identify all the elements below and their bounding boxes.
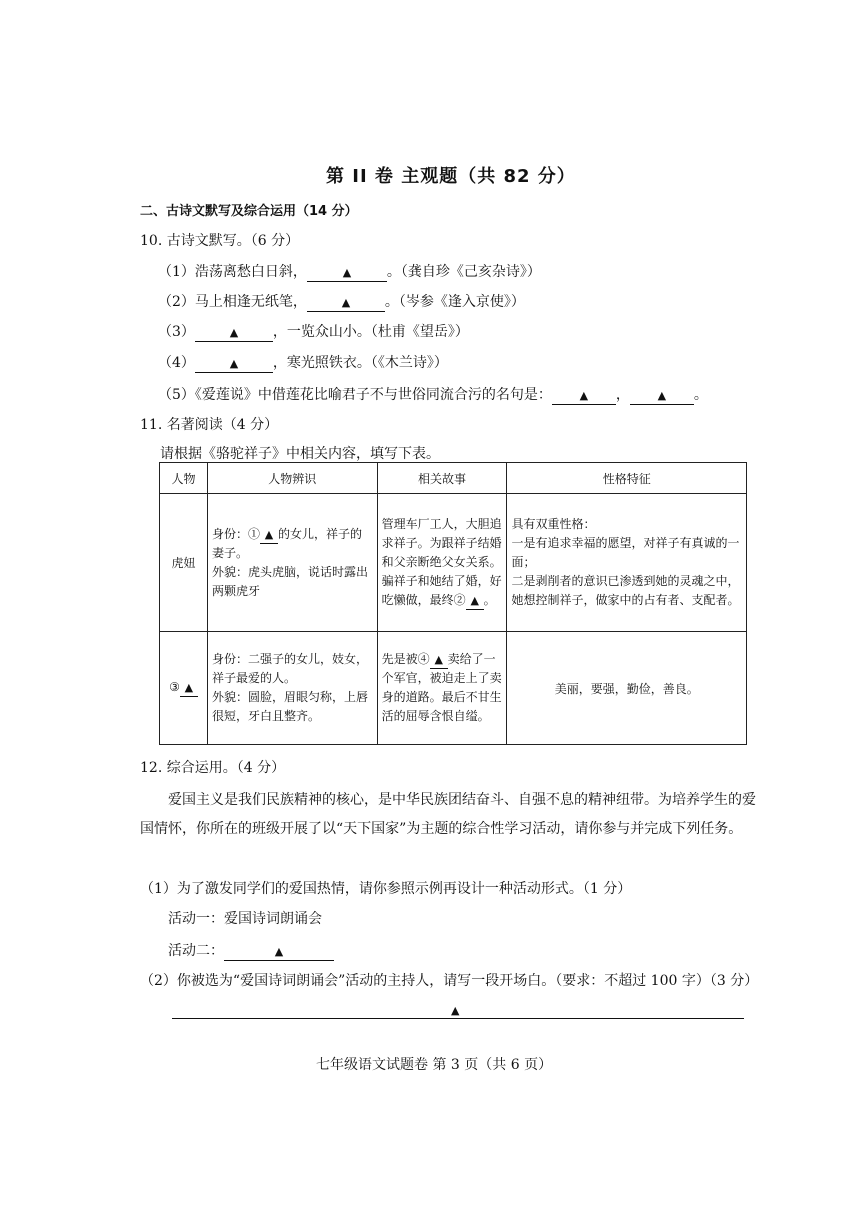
related-story [377, 632, 507, 745]
table-header-row [160, 463, 747, 494]
story-text [382, 515, 503, 610]
q10-item-3-post: ，一览众山小。（杜甫《望岳》） [272, 324, 469, 340]
appearance-text: 外貌：圆脸，眉眼匀称，上唇很短，牙白且整齐。 [211, 690, 368, 723]
q10-item-5 [158, 384, 708, 405]
character-traits: 美丽，要强，勤俭，善良。 [507, 632, 747, 745]
identity-text [212, 525, 373, 563]
character-traits [507, 494, 747, 632]
answer-blank[interactable] [224, 943, 334, 961]
answer-blank[interactable] [180, 679, 198, 697]
identity-post: 的女儿，祥子的妻子。 [211, 526, 362, 560]
table-header: 人物辨识 [207, 463, 377, 494]
q10-stem: 10. 古诗文默写。（6 分） [140, 233, 300, 249]
reading-table [159, 462, 747, 745]
q10-item-5-mid: ， [615, 387, 630, 403]
q10-item-1-post: 。（龚自珍《己亥杂诗》） [386, 264, 541, 280]
q12-sub2: （2）你被选为“爱国诗词朗诵会”活动的主持人，请写一段开场白。（要求：不超过 100 字）（3 分） [140, 973, 759, 989]
identity-pre: 身份：① [211, 526, 260, 541]
activity-two-label: 活动二： [168, 943, 224, 959]
q10-item-4 [158, 352, 448, 373]
answer-blank[interactable] [195, 355, 273, 373]
q10-item-4-post: ，寒光照铁衣。（《木兰诗》） [272, 355, 448, 371]
character-name: 虎妞 [160, 494, 208, 632]
q10-item-1 [158, 261, 541, 282]
page-title: 第 II 卷 主观题（共 82 分） [326, 166, 576, 187]
answer-marker: ▲ [264, 527, 274, 541]
character-name-number: ③ [169, 680, 180, 694]
answer-marker: ▲ [451, 1004, 460, 1017]
q10-item-5-post: 。 [693, 387, 708, 403]
answer-marker: ▲ [470, 594, 479, 607]
answer-marker: ▲ [229, 326, 239, 339]
answer-blank[interactable] [466, 592, 484, 610]
q10-item-2 [158, 291, 525, 312]
answer-marker: ▲ [434, 653, 443, 666]
answer-blank[interactable] [630, 387, 694, 405]
answer-marker: ▲ [342, 266, 352, 279]
answer-blank[interactable] [307, 294, 385, 312]
identity-text: 身份：二强子的女儿，妓女，祥子最爱的人。 [211, 652, 368, 685]
table-header: 相关故事 [377, 463, 507, 494]
activity-two [168, 940, 334, 961]
trait-line: 具有双重性格： [511, 517, 596, 531]
q10-item-2-pre: （2）马上相逢无纸笔， [158, 294, 307, 310]
table-row [160, 632, 747, 745]
character-name [160, 632, 208, 745]
activity-one: 活动一：爱国诗词朗诵会 [168, 911, 322, 927]
answer-line[interactable] [172, 1018, 744, 1019]
answer-marker: ▲ [229, 357, 239, 370]
story-text [382, 650, 503, 726]
answer-marker: ▲ [341, 296, 351, 309]
story-post: 。 [483, 593, 496, 607]
trait-line: 一是有追求幸福的愿望，对祥子有真诚的一面； [511, 536, 740, 569]
q10-item-5-pre: （5）《爱莲说》中借莲花比喻君子不与世俗同流合污的名句是： [158, 387, 552, 403]
answer-marker: ▲ [184, 681, 194, 694]
answer-blank[interactable] [195, 324, 273, 342]
q10-item-2-post: 。（岑参《逢入京使》） [384, 294, 525, 310]
answer-blank[interactable] [552, 387, 616, 405]
q10-item-1-pre: （1）浩荡离愁白日斜， [158, 264, 307, 280]
answer-blank[interactable] [430, 651, 448, 669]
table-row [160, 494, 747, 632]
trait-line: 二是剥削者的意识已渗透到她的灵魂之中，她想控制祥子，做家中的占有者、支配者。 [511, 574, 740, 607]
q12-intro: 爱国主义是我们民族精神的核心，是中华民族团结奋斗、自强不息的精神纽带。为培养学生的爱国情怀，你所在的班级开展了以“天下国家”为主题的综合性学习活动，请你参与并完成下列任务。 [140, 792, 756, 837]
q11-instruction: 请根据《骆驼祥子》中相关内容，填写下表。 [160, 446, 440, 462]
page-footer: 七年级语文试题卷 第 3 页（共 6 页） [316, 1057, 553, 1073]
q10-item-3 [158, 321, 469, 342]
character-identity [207, 632, 377, 745]
appearance-text: 外貌：虎头虎脑，说话时露出两颗虎牙 [211, 564, 368, 598]
related-story [377, 494, 507, 632]
table-header: 性格特征 [507, 463, 747, 494]
answer-marker: ▲ [657, 389, 667, 402]
q10-item-3-pre: （3） [158, 324, 195, 340]
q12-stem: 12. 综合运用。（4 分） [140, 760, 286, 776]
answer-blank[interactable] [307, 264, 387, 282]
answer-marker: ▲ [274, 945, 284, 958]
q11-stem: 11. 名著阅读（4 分） [140, 417, 279, 433]
section-heading: 二、古诗文默写及综合运用（14 分） [140, 204, 358, 219]
q10-item-4-pre: （4） [158, 355, 195, 371]
answer-blank[interactable] [260, 526, 278, 544]
q12-sub1: （1）为了激发同学们的爱国热情，请你参照示例再设计一种活动形式。（1 分） [140, 881, 632, 897]
story-pre: 管理车厂工人，大胆追求祥子。为跟祥子结婚和父亲断绝父女关系。骗祥子和她结了婚，好吃懒做，最终② [381, 517, 502, 607]
character-identity [207, 494, 377, 632]
story-pre: 先是被④ [381, 652, 430, 666]
story-post: 卖给了一个军官，被迫走上了卖身的道路。最后不甘生活的屈辱含恨自缢。 [381, 652, 502, 723]
table-header: 人物 [160, 463, 208, 494]
answer-marker: ▲ [579, 389, 589, 402]
